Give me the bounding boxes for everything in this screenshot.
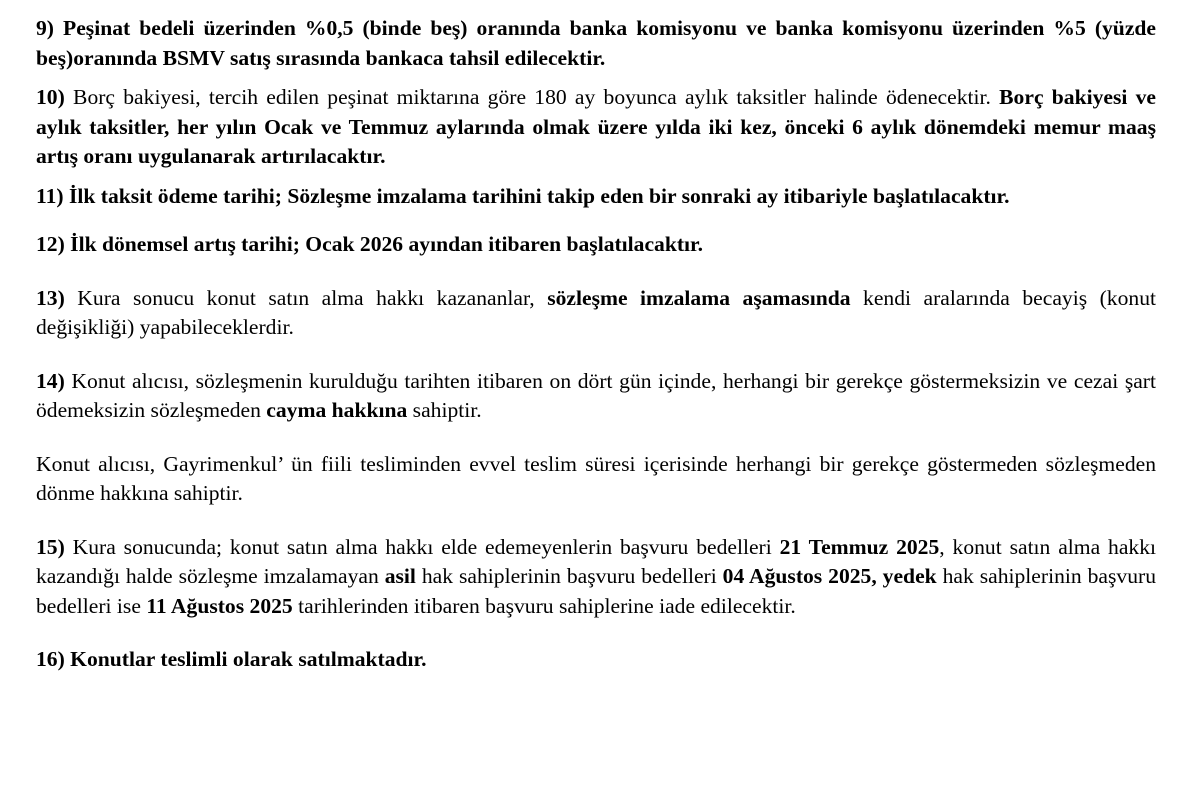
paragraph-14 [36, 367, 1156, 426]
bold-text-segment: 04 Ağustos 2025, yedek [722, 564, 937, 588]
text-segment: Konut alıcısı, sözleşmenin kurulduğu tarihten itibaren on dört gün içinde, herhangi bir gerekçe göstermeksizin ve cezai şart ödemeksizin sözleşmeden [36, 368, 1156, 422]
document-page [36, 14, 1156, 675]
bold-text-segment: 12) İlk dönemsel artış tarihi; Ocak 2026 ayından itibaren başlatılacaktır. [36, 232, 704, 256]
bold-text-segment: 11 Ağustos 2025 [146, 593, 293, 618]
text-segment: Borç bakiyesi, tercih edilen peşinat miktarına göre 180 ay boyunca aylık taksitler halinde ödenecektir. [64, 85, 1000, 109]
bold-text-segment: sözleşme imzalama aşamasında [547, 285, 851, 310]
bold-text-segment: 15) [36, 534, 65, 559]
paragraph-15 [36, 533, 1156, 622]
text-segment: sahiptir. [407, 398, 482, 422]
bold-text-segment: 10) [36, 85, 65, 109]
bold-text-segment: asil [384, 564, 416, 588]
bold-text-segment: 14) [36, 368, 65, 393]
text-segment: tarihlerinden itibaren başvuru sahiplerine iade edilecektir. [292, 593, 796, 618]
bold-text-segment: 9) Peşinat bedeli üzerinden %0,5 (binde beş) oranında banka komisyonu ve banka komisyonu üzerinden %5 (yüzde beş)oranında BSMV satış sırasında bankaca tahsil edilecektir. [36, 16, 1156, 70]
text-segment: kendi aralarında becayiş (konut değişikliği) yapabileceklerdir. [36, 285, 1156, 339]
text-segment: hak sahiplerinin başvuru bedelleri [415, 564, 723, 588]
bold-text-segment: 13) [36, 285, 65, 310]
text-segment: Kura sonucunda; konut satın alma hakkı elde edemeyenlerin başvuru bedelleri [64, 534, 780, 559]
text-segment: hak sahiplerinin başvuru bedelleri ise [36, 564, 1156, 618]
bold-text-segment: 21 Temmuz 2025 [779, 534, 940, 559]
bold-text-segment: cayma hakkına [266, 398, 408, 422]
bold-text-segment: Borç bakiyesi ve aylık taksitler, her yılın Ocak ve Temmuz aylarında olmak üzere yılda iki kez, önceki 6 aylık dönemdeki memur maaş artış oranı uygulanarak artırılacaktır. [36, 85, 1156, 168]
text-segment: Konut alıcısı, Gayrimenkul’ ün fiili tesliminden evvel teslim süresi içerisinde herhangi bir gerekçe göstermeden sözleşmeden dönme hakkına sahiptir. [36, 451, 1156, 505]
text-segment: , konut satın alma hakkı kazandığı halde sözleşme imzalamayan [36, 534, 1157, 588]
text-segment: Kura sonucu konut satın alma hakkı kazananlar, [64, 285, 548, 310]
paragraph-9 [36, 14, 1156, 73]
paragraph-12 [36, 230, 1156, 260]
bold-text-segment: 16) Konutlar teslimli olarak satılmaktadır. [36, 647, 427, 671]
bold-text-segment: 11) İlk taksit ödeme tarihi; Sözleşme imzalama tarihini takip eden bir sonraki ay itibariyle başlatılacaktır. [36, 183, 1010, 208]
paragraph-11 [36, 182, 1156, 212]
paragraph-16 [36, 645, 1156, 675]
paragraph-13 [36, 284, 1156, 343]
paragraph-10 [36, 83, 1156, 172]
paragraph-14-continued [36, 450, 1156, 509]
